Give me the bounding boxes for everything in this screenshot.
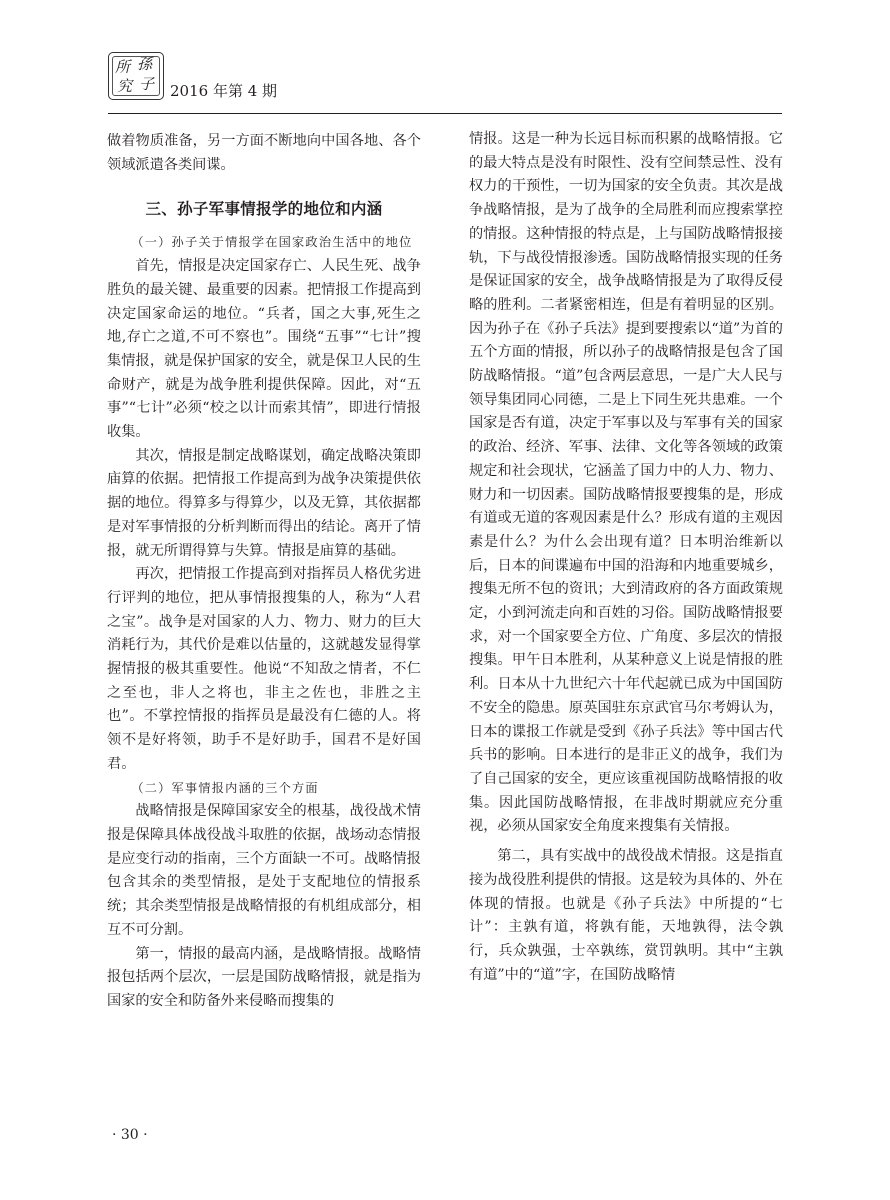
continuation-paragraph: 情报。这是一种为长远目标而积累的战略情报。它的最大特点是没有时限性、没有空间禁忌性、没有权力的干预性，一切为国家的安全负责。其次是战争战略情报，是为了战争的全局胜利而应搜索掌控的情报。这种情报的特点是，上与国防战略情报接轨，下与战役情报渗透。国防战略情报实现的任务是保证国家的安全，战争战略情报是为了取得反侵略的胜利。二者紧密相连，但是有着明显的区别。因为孙子在《孙子兵法》提到要搜索以“道”为首的五个方面的情报，所以孙子的战略情报是包含了国防战略情报。“道”包含两层意思，一是广大人民与领导集团同心同德，二是上下同生死共患难。一个国家是否有道，决定于军事以及与军事有关的国家的政治、经济、军事、法律、文化等各领域的政策规定和社会现状，它涵盖了国力中的人力、物力、财力和一切因素。国防战略情报要搜集的是，形成有道或无道的客观因素是什么？形成有道的主观因素是什么？为什么会出现有道？日本明治维新以后，日本的间谍遍布中国的沿海和内地重要城乡，搜集无所不包的资讯；大到清政府的各方面政策规定，小到河流走向和百姓的习俗。国防战略情报要求，对一个国家要全方位、广角度、多层次的情报搜集。甲午日本胜利，从某种意义上说是情报的胜利。日本从十九世纪六十年代起就已成为中国国防不安全的隐患。原英国驻东京武官马尔考姆认为，日本的谍报工作就是受到《孙子兵法》等中国古代兵书的影响。日本进行的是非正义的战争，我们为了自己国家的安全，更应该重视国防战略情报的收集。因此国防战略情报，在非战时期就应充分重视，必须从国家安全角度来搜集有关情报。 xyxy=(469,131,783,835)
subheading-1: （一）孙子关于情报学在国家政治生活中的地位 xyxy=(131,235,413,250)
intro-paragraph: 做着物质准备，另一方面不断地向中国各地、各个领域派遣各类间谍。 xyxy=(107,133,421,173)
page-number: · 30 · xyxy=(112,1127,148,1143)
paragraph: 第二，具有实战中的战役战术情报。这是指直接为战役胜利提供的情报。这是较为具体的、外在体现的情报。也就是《孙子兵法》中所提的“七计”：主孰有道，将孰有能，天地孰得，法令孰行，兵众孰强，士卒孰练，赏罚孰明。其中“主孰有道”中的“道”字，在国防战略情 xyxy=(469,848,783,983)
paragraph: 战略情报是保障国家安全的根基，战役战术情报是保障具体战役战斗取胜的依据，战场动态情报是应变行动的指南，三个方面缺一不可。战略情报包含其余的类型情报，是处于支配地位的情报系统；其余类型情报是战略情报的有机组成部分，相互不可分割。 xyxy=(107,803,421,938)
left-column xyxy=(107,130,421,1014)
logo-char-3: 究 xyxy=(117,77,133,95)
journal-logo xyxy=(108,52,164,100)
subheading-2: （二）军事情报内涵的三个方面 xyxy=(131,780,319,795)
paragraph: 其次，情报是制定战略谋划，确定战略决策即庙算的依据。把情报工作提高到为战争决策提供依据的地位。得算多与得算少，以及无算，其依据都是对军事情报的分析判断而得出的结论。离开了情报，就无所谓得算与失算。情报是庙算的基础。 xyxy=(107,447,421,559)
logo-char-1: 所 xyxy=(115,58,131,76)
paragraph: 再次，把情报工作提高到对指挥员人格优劣进行评判的地位，把从事情报搜集的人，称为“人君之宝”。战争是对国家的人力、物力、财力的巨大消耗行为，其代价是难以估量的，这就越发显得掌握情报的极其重要性。他说“不知敌之情者，不仁之至也，非人之将也，非主之佐也，非胜之主也”。不掌控情报的指挥员是最没有仁德的人。将领不是好将领，助手不是好助手，国君不是好国君。 xyxy=(107,566,421,772)
logo-char-2: 孫 xyxy=(137,55,153,73)
right-column xyxy=(469,128,783,987)
issue-label: 2016 年第 4 期 xyxy=(170,82,278,100)
logo-char-4: 子 xyxy=(139,75,155,93)
header-divider xyxy=(108,113,782,114)
section-title: 三、孙子军事情报学的地位和内涵 xyxy=(145,200,383,219)
paragraph: 首先，情报是决定国家存亡、人民生死、战争胜负的最关键、最重要的因素。把情报工作提高到决定国家命运的地位。“兵者，国之大事,死生之地,存亡之道,不可不察也”。围绕“五事”“七计”搜集情报，就是保护国家的安全，就是保卫人民的生命财产，就是为战争胜利提供保障。因此，对“五事”“七计”必须“校之以计而索其情”，即进行情报收集。 xyxy=(107,258,421,441)
paragraph: 第一，情报的最高内涵，是战略情报。战略情报包括两个层次，一层是国防战略情报，就是指为国家的安全和防备外来侵略而搜集的 xyxy=(107,945,421,1009)
